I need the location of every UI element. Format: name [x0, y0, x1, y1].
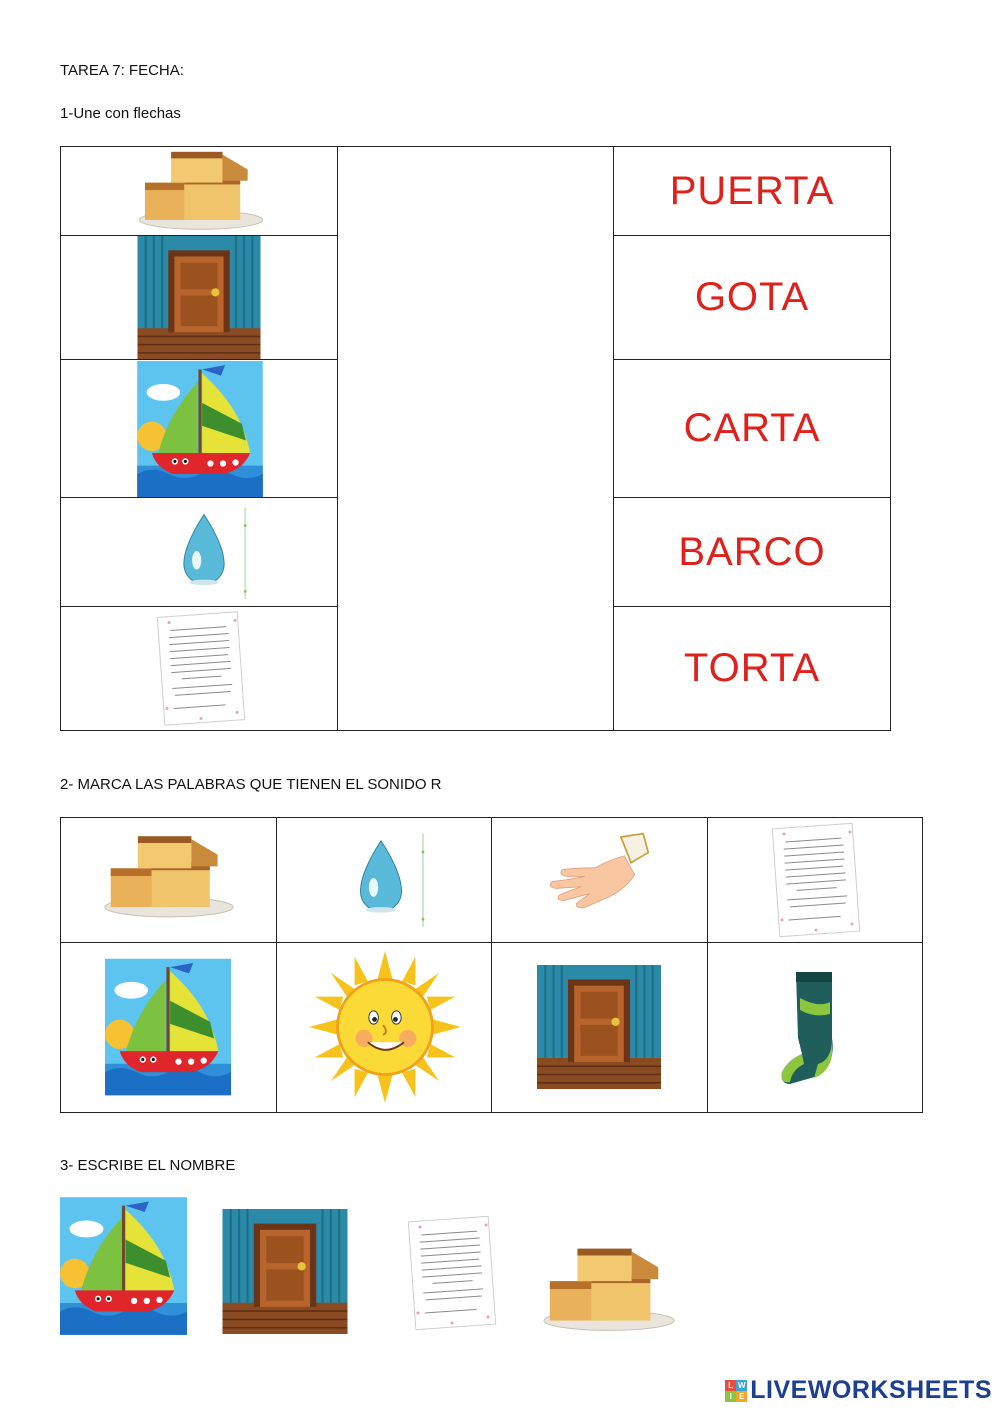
cake-icon [540, 1244, 678, 1336]
option-cell[interactable] [60, 817, 277, 943]
section2-title: 2- MARCA LAS PALABRAS QUE TIENEN EL SONIDO R [60, 776, 442, 793]
badge-letter: L [725, 1380, 736, 1391]
letter-icon [766, 818, 866, 942]
word-label: CARTA [683, 406, 821, 450]
door-icon [537, 965, 661, 1089]
letter-icon [151, 607, 251, 730]
cake-icon [133, 149, 269, 233]
door-icon [137, 236, 261, 359]
picture-cell [60, 359, 338, 498]
sailboat-icon [60, 1197, 187, 1335]
word-cell[interactable] [613, 359, 891, 498]
hand-icon [542, 828, 662, 918]
word-cell[interactable] [613, 606, 891, 731]
brand-name: LIVEWORKSHEETS [750, 1376, 992, 1404]
option-cell[interactable] [491, 817, 708, 943]
door-icon [222, 1209, 348, 1334]
badge-letter: I [725, 1391, 736, 1402]
sailboat-icon [105, 957, 231, 1097]
option-cell[interactable] [707, 942, 923, 1113]
sun-icon [309, 949, 461, 1105]
logo-badge [725, 1380, 747, 1402]
sailboat-icon [137, 361, 263, 497]
word-label: GOTA [694, 275, 810, 319]
section3-title: 3- ESCRIBE EL NOMBRE [60, 1157, 236, 1174]
picture-cell [60, 606, 338, 731]
option-cell[interactable] [491, 942, 708, 1113]
picture-cell [60, 146, 338, 236]
word-cell[interactable] [613, 235, 891, 360]
option-cell[interactable] [707, 817, 923, 943]
picture-cell [60, 235, 338, 360]
option-cell[interactable] [276, 942, 492, 1113]
badge-letter: W [737, 1380, 746, 1390]
picture-cell [60, 497, 338, 607]
task-heading: TAREA 7: FECHA: [60, 62, 184, 79]
cake-icon [101, 832, 237, 922]
section1-title: 1-Une con flechas [60, 105, 181, 122]
sock-icon [774, 967, 854, 1089]
option-cell[interactable] [60, 942, 277, 1113]
arrow-area[interactable] [337, 146, 614, 731]
option-cell[interactable] [276, 817, 492, 943]
liveworksheets-logo [725, 1376, 992, 1405]
badge-letter: E [736, 1391, 747, 1402]
letter-icon [402, 1212, 502, 1334]
water-drop-icon [149, 502, 259, 604]
word-label: PUERTA [669, 168, 835, 213]
word-label: BARCO [678, 529, 826, 574]
word-label: TORTA [683, 646, 821, 690]
water-drop-icon [325, 826, 437, 934]
word-cell[interactable] [613, 497, 891, 607]
word-cell[interactable] [613, 146, 891, 236]
